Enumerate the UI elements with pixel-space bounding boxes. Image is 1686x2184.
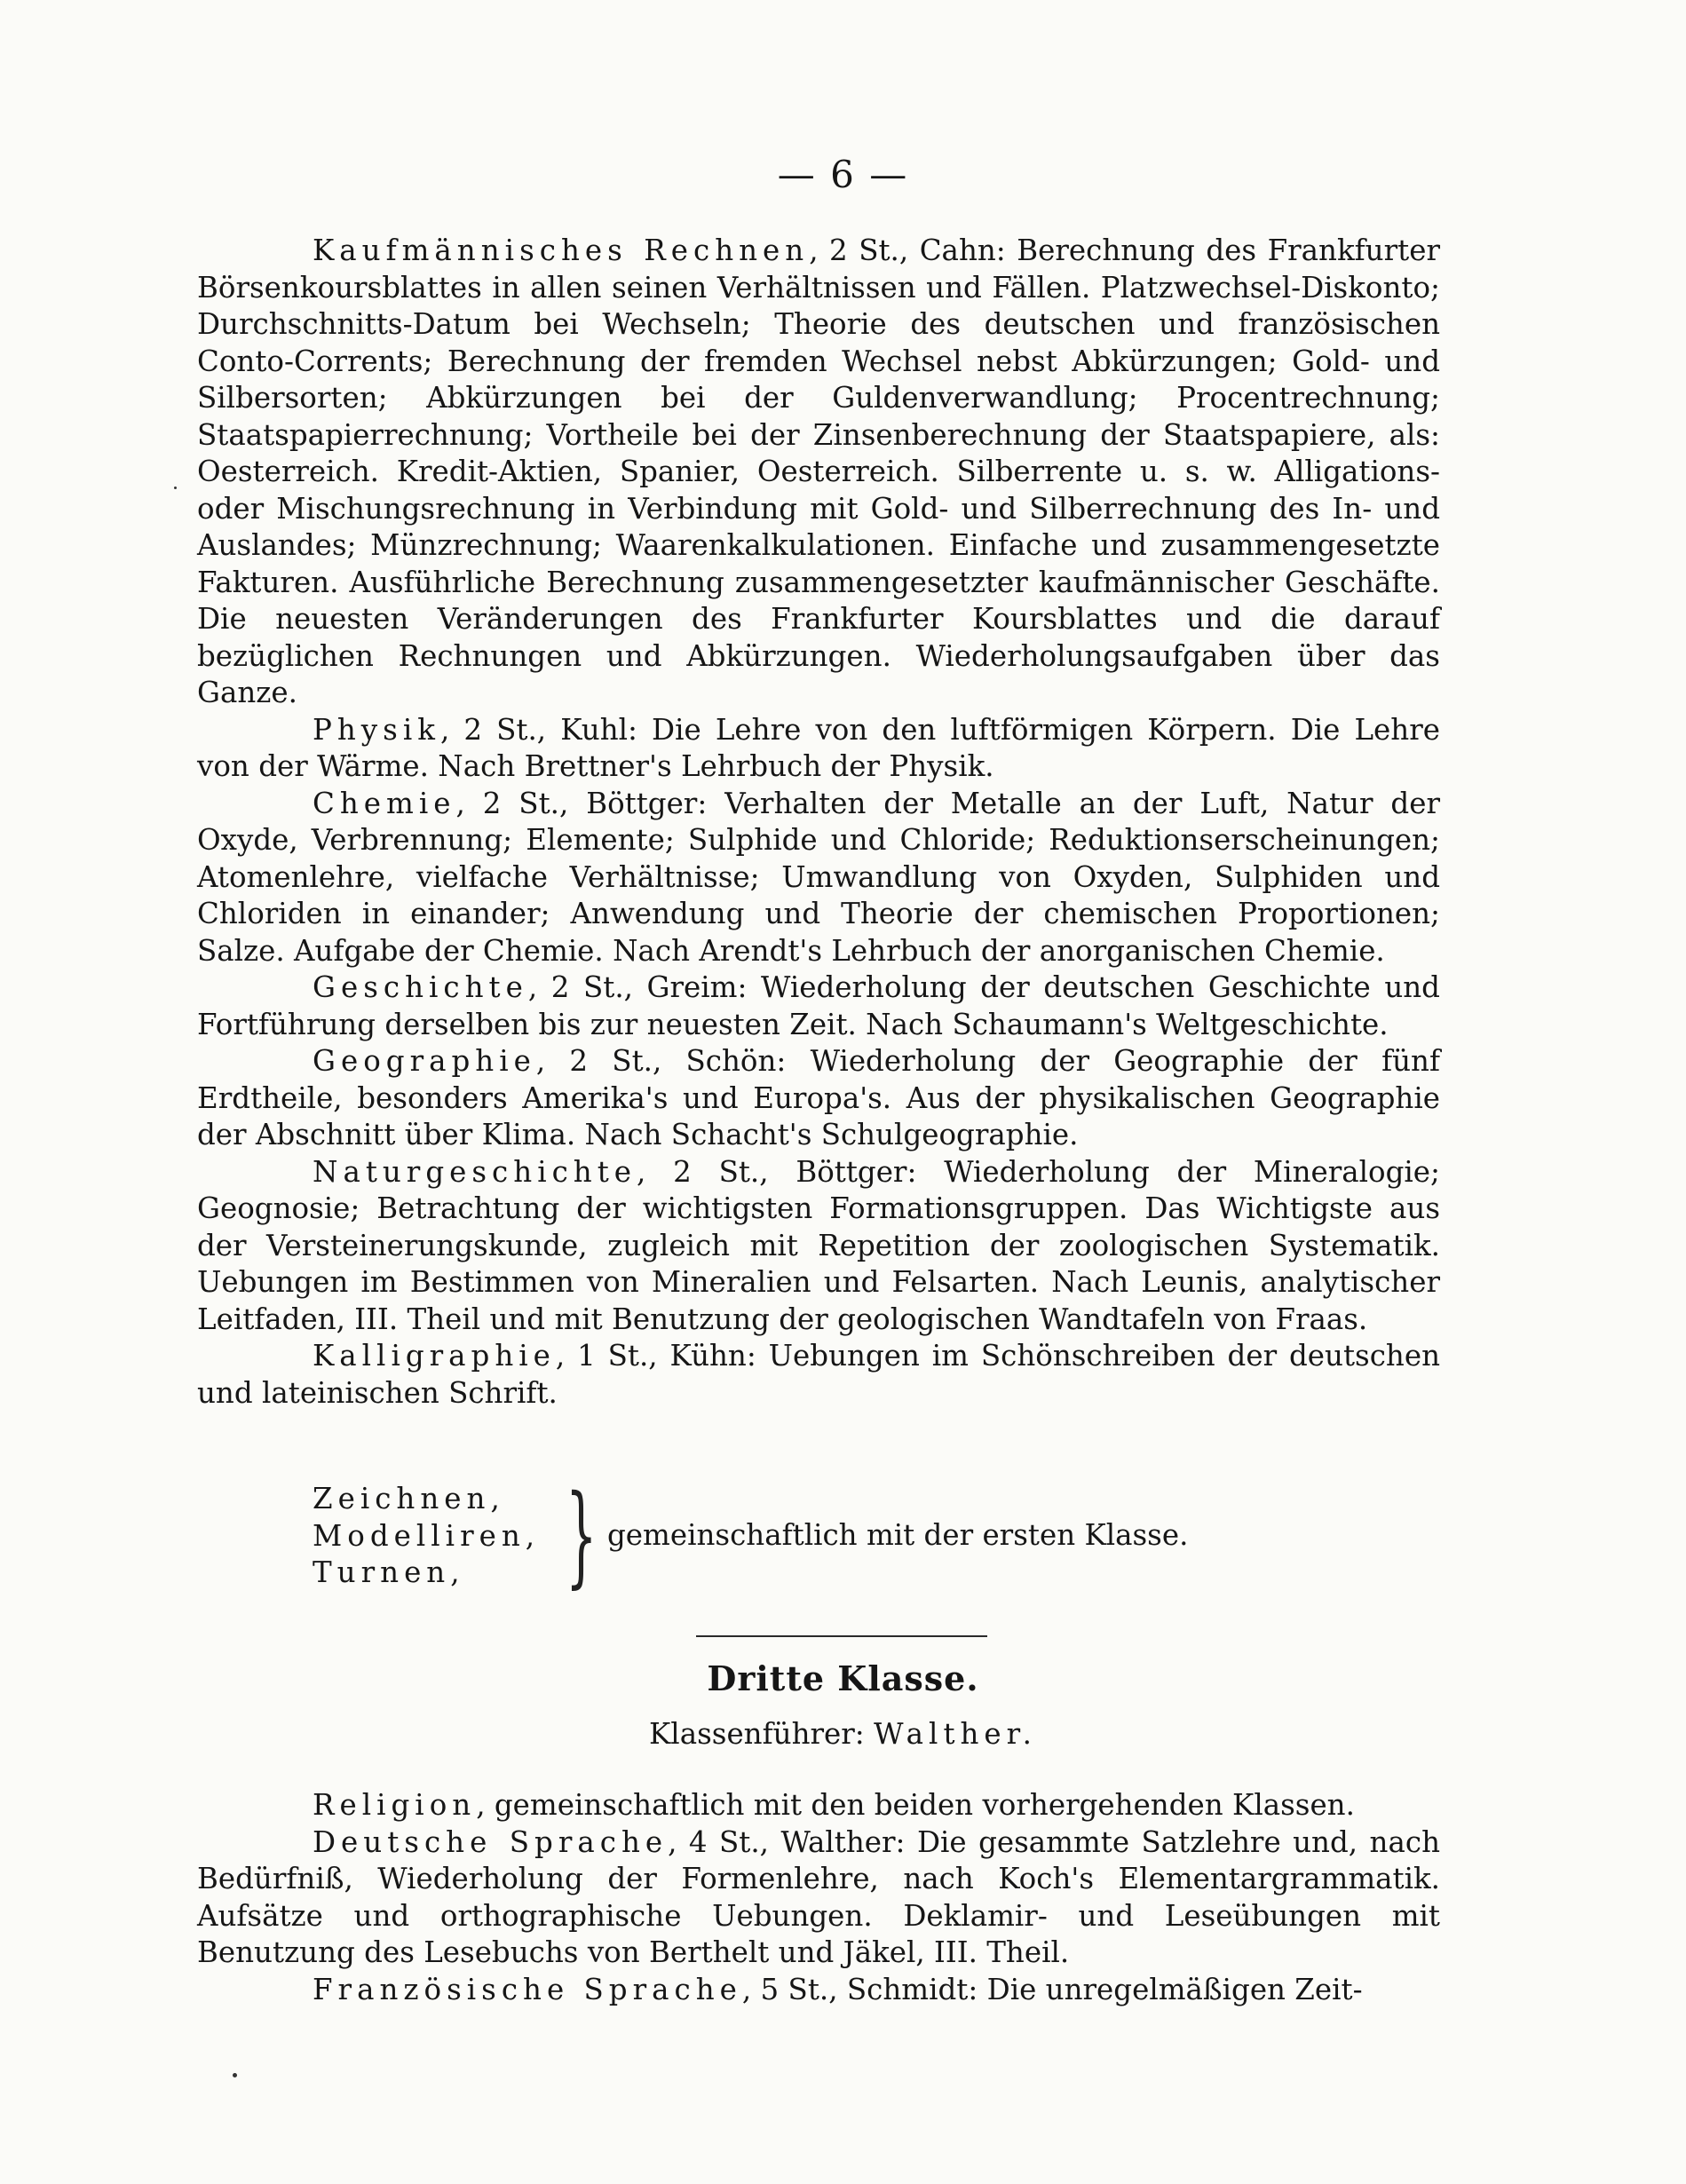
paragraph-text: , 2 St., Böttger: Wiederholung der Mineralogie; Geognosie; Betrachtung der wichtigsten Formationsgruppen. Das Wichtigste aus der Versteinerungskunde, zugleich mit Repetition der zoologischen Systematik. Uebungen im Bestimmen von Mineralien und Felsarten. Nach Leunis, analytischer Leitfaden, III. Theil und mit Benutzung der geologischen Wandtafeln von Fraas. <box>197 1154 1440 1336</box>
paragraph-text: , 2 St., Böttger: Verhalten der Metalle an der Luft, Natur der Oxyde, Verbrennung; Elemente; Sulphide und Chloride; Reduktionserscheinungen; Atomenlehre, vielfache Verhältnisse; Umwandlung von Oxyden, Sulphiden und Chloriden in einander; Anwendung und Theorie der chemischen Proportionen; Salze. Aufgabe der Chemie. Nach Arendt's Lehrbuch der anorganischen Chemie. <box>197 786 1440 968</box>
paragraph-naturgeschichte <box>197 1154 1440 1339</box>
paragraph-text: , 2 St., Schön: Wiederholung der Geographie der fünf Erdtheile, besonders Amerika's und Europa's. Aus der physikalischen Geographie der Abschnitt über Klima. Nach Schacht's Schulgeographie. <box>197 1044 1440 1151</box>
curly-brace-glyph: } <box>566 1472 598 1600</box>
section-title: Dritte Klasse. <box>707 1658 979 1698</box>
subject-label: Physik <box>313 712 440 747</box>
subject-label: Geschichte <box>313 970 528 1004</box>
paragraph-kalligraphie <box>197 1338 1440 1412</box>
subject-label: Religion <box>313 1788 477 1822</box>
paragraph-geographie <box>197 1043 1440 1154</box>
paragraph-text: , 2 St., Greim: Wiederholung der deutschen Geschichte und Fortführung derselben bis zur neuesten Zeit. Nach Schaumann's Weltgeschichte. <box>197 970 1440 1041</box>
class-leader-name: Walther. <box>874 1717 1037 1751</box>
paragraph-physik <box>197 712 1440 786</box>
subject-label: Kaufmännisches Rechnen <box>313 233 810 267</box>
grouped-subject-turnen: Turnen, <box>313 1555 465 1589</box>
paragraph-chemie <box>197 786 1440 970</box>
subject-label: Deutsche Sprache <box>313 1824 669 1859</box>
page-number: — 6 — <box>777 153 909 196</box>
subject-label: Kalligraphie <box>313 1339 556 1373</box>
third-class-descriptions <box>197 1787 1440 2008</box>
grouped-subject-modelliren: Modelliren, <box>313 1518 541 1553</box>
paper-speck <box>174 487 177 489</box>
subject-label: Geographie <box>313 1044 536 1078</box>
course-descriptions <box>197 233 1440 1412</box>
paragraph-text: , gemeinschaftlich mit den beiden vorhergehenden Klassen. <box>476 1788 1355 1822</box>
paragraph-religion <box>197 1787 1440 1824</box>
subject-label: Französische Sprache <box>313 1972 742 2006</box>
paragraph-text: , 1 St., Kühn: Uebungen im Schönschreiben der deutschen und lateinischen Schrift. <box>197 1339 1440 1410</box>
paper-speck <box>233 2073 237 2077</box>
subject-label: Chemie <box>313 786 456 820</box>
grouped-subject-zeichnen: Zeichnen, <box>313 1482 505 1515</box>
paragraph-text: , 2 St., Kuhl: Die Lehre von den luftförmigen Körpern. Die Lehre von der Wärme. Nach Brettner's Lehrbuch der Physik. <box>197 712 1440 783</box>
paragraph-text: , 5 St., Schmidt: Die unregelmäßigen Zeit- <box>741 1972 1363 2006</box>
class-leader-line <box>0 1717 1686 1751</box>
paragraph-franzoesische-sprache <box>197 1972 1440 2009</box>
paragraph-deutsche-sprache <box>197 1824 1440 1972</box>
grouped-note: gemeinschaftlich mit der ersten Klasse. <box>607 1518 1189 1552</box>
paragraph-kaufmaennisches-rechnen <box>197 233 1440 712</box>
paragraph-text: , 4 St., Walther: Die gesammte Satzlehre und, nach Bedürfniß, Wiederholung der Formenlehre, nach Koch's Elementargrammatik. Aufsätze und orthographische Uebungen. Deklamir- und Leseübungen mit Benutzung des Lesebuchs von Berthelt und Jäkel, III. Theil. <box>197 1824 1440 1969</box>
grouped-subjects <box>313 1472 1289 1605</box>
paragraph-text: , 2 St., Cahn: Berechnung des Frankfurter Börsenkoursblattes in allen seinen Verhältnissen und Fällen. Platzwechsel-Diskonto; Durchschnitts-Datum bei Wechseln; Theorie des deutschen und französischen Conto-Corrents; Berechnung der fremden Wechsel nebst Abkürzungen; Gold- und Silbersorten; Abkürzungen bei der Guldenverwandlung; Procentrechnung; Staatspapierrechnung; Vortheile bei der Zinsenberechnung der Staatspapiere, als: Oesterreich. Kredit-Aktien, Spanier, Oesterreich. Silberrente u. s. w. Alligations- oder Mischungsrechnung in Verbindung mit Gold- und Silberrechnung des In- und Auslandes; Münzrechnung; Waarenkalkulationen. Einfache und zusammengesetzte Fakturen. Ausführliche Berechnung zusammengesetzter kaufmännischer Geschäfte. Die neuesten Veränderungen des Frankfurter Koursblattes und die darauf bezüglichen Rechnungen und Abkürzungen. Wiederholungsaufgaben über das Ganze. <box>197 233 1440 709</box>
subject-label: Naturgeschichte <box>313 1154 637 1189</box>
grouped-subject-names <box>313 1481 570 1592</box>
section-divider <box>696 1635 987 1637</box>
paragraph-geschichte <box>197 969 1440 1043</box>
class-leader-label: Klassenführer: <box>649 1717 865 1751</box>
